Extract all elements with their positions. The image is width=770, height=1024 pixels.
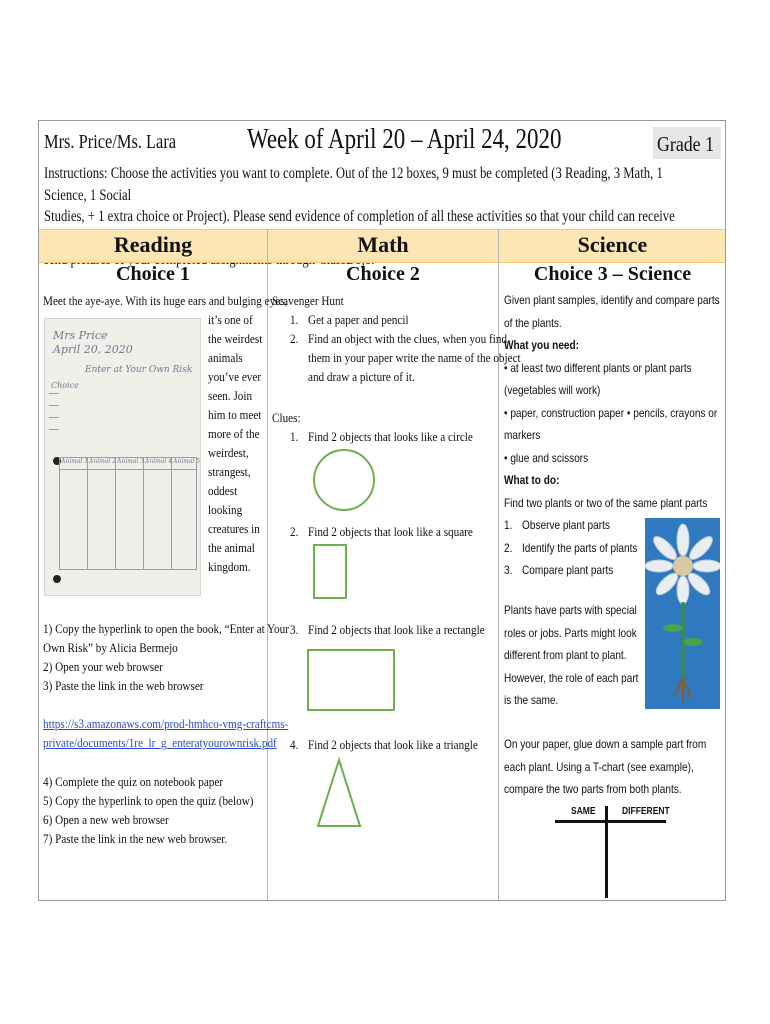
reading-intro: Meet the aye-aye. With its huge ears and bulging eyes, bbox=[43, 293, 288, 308]
tchart-same-label: SAME bbox=[571, 806, 596, 817]
photo-name: Mrs Price bbox=[53, 329, 108, 342]
book-hyperlink[interactable] bbox=[43, 714, 288, 752]
reading-intro-line: oddest bbox=[208, 483, 238, 498]
science-line: each plant. Using a T-chart (see example), bbox=[504, 759, 694, 774]
science-step-num: 2. bbox=[504, 540, 513, 555]
math-step-text bbox=[308, 329, 521, 386]
subject-science: Science bbox=[577, 232, 648, 257]
science-step-num: 3. bbox=[504, 563, 513, 577]
choice-3-heading: Choice 3 – Science bbox=[533, 263, 692, 285]
punch-hole bbox=[53, 575, 61, 583]
clue-text: Find 2 objects that looks like a circle bbox=[308, 429, 473, 444]
science-line: • glue and scissors bbox=[504, 450, 589, 465]
science-step: Identify the parts of plants bbox=[522, 540, 638, 555]
science-glue bbox=[504, 733, 706, 801]
science-line: roles or jobs. Parts might look bbox=[504, 625, 637, 640]
science-intro bbox=[504, 289, 720, 514]
photo-col: Animal 5 bbox=[173, 458, 201, 465]
tchart-horizontal-line bbox=[555, 820, 666, 823]
clues-label: Clues: bbox=[272, 410, 301, 425]
photo-line bbox=[49, 393, 59, 394]
reading-intro-line: the weirdest bbox=[208, 331, 263, 346]
science-line: markers bbox=[504, 428, 541, 442]
clue-text: Find 2 objects that look like a triangle bbox=[308, 737, 478, 752]
clue-num: 1. bbox=[290, 429, 299, 444]
reading-intro-line: it’s one of bbox=[208, 312, 253, 327]
math-step-text: Get a paper and pencil bbox=[308, 312, 409, 327]
science-line: is the same. bbox=[504, 693, 559, 707]
tchart-vertical-line bbox=[605, 806, 608, 898]
science-steps bbox=[522, 514, 637, 582]
instructions-line: Instructions: Choose the activities you want to complete. Out of the 12 boxes, 9 must be completed (3 Reading, 3 Math, 1 Science, 1 Social bbox=[44, 165, 663, 204]
reading-intro-line: more of the bbox=[208, 426, 260, 441]
photo-date: April 20, 2020 bbox=[53, 343, 133, 356]
choice-2-heading: Choice 2 bbox=[346, 263, 420, 285]
science-line: (vegetables will work) bbox=[504, 383, 601, 397]
science-line: Plants have parts with special bbox=[504, 603, 637, 617]
clue-text: Find 2 objects that look like a rectangle bbox=[308, 622, 485, 637]
photo-col: Animal 2 bbox=[89, 458, 117, 465]
triangle-shape bbox=[315, 757, 363, 829]
reading-steps-b bbox=[43, 772, 254, 848]
photo-col: Animal 3 bbox=[117, 458, 145, 465]
reading-step: 3) Paste the link in the web browser bbox=[43, 678, 204, 693]
book-hyperlink-line[interactable]: https://s3.amazonaws.com/prod-hmhco-vmg-craftcms- bbox=[43, 716, 289, 731]
clue-num: 3. bbox=[290, 622, 299, 637]
scavenger-hunt-title: Scavenger Hunt bbox=[272, 293, 344, 308]
photo-line bbox=[59, 569, 197, 570]
science-line: On your paper, glue down a sample part from bbox=[504, 737, 707, 751]
teacher-names: Mrs. Price/Ms. Lara bbox=[44, 131, 177, 153]
science-step: Compare plant parts bbox=[522, 563, 614, 577]
reading-step: 2) Open your web browser bbox=[43, 659, 163, 674]
reading-step: 7) Paste the link in the new web browser. bbox=[43, 831, 228, 846]
reading-intro-wrap bbox=[208, 310, 262, 576]
weekly-plan-table bbox=[38, 120, 726, 901]
science-line: Find two plants or two of the same plant parts bbox=[504, 495, 708, 510]
square-shape bbox=[313, 544, 347, 599]
reading-steps-a bbox=[43, 619, 289, 695]
week-title: Week of April 20 – April 24, 2020 bbox=[247, 124, 562, 155]
photo-line bbox=[49, 429, 59, 430]
grade-box bbox=[653, 127, 721, 159]
photo-line bbox=[49, 405, 59, 406]
header-row bbox=[39, 121, 725, 161]
subject-header-row bbox=[39, 229, 725, 263]
reading-step: 1) Copy the hyperlink to open the book, “Enter at Your bbox=[43, 621, 289, 636]
reading-intro-line: the animal bbox=[208, 540, 255, 555]
science-line: Given plant samples, identify and compare parts bbox=[504, 293, 720, 307]
subject-math: Math bbox=[357, 232, 409, 257]
science-line: different from plant to plant. bbox=[504, 648, 627, 662]
book-hyperlink-line[interactable]: private/documents/1re_lr_g_enteratyourownrisk.pdf bbox=[43, 735, 277, 750]
reading-intro-line: looking bbox=[208, 502, 243, 517]
math-step-num: 1. bbox=[290, 312, 299, 327]
reading-step: 5) Copy the hyperlink to open the quiz (below) bbox=[43, 793, 254, 808]
photo-line bbox=[196, 457, 197, 569]
math-step-line: and draw a picture of it. bbox=[308, 369, 415, 384]
choice-1-heading: Choice 1 bbox=[116, 263, 190, 285]
reading-intro-line: him to meet bbox=[208, 407, 262, 422]
science-line: of the plants. bbox=[504, 315, 562, 330]
plant-artwork-photo bbox=[645, 518, 720, 709]
photo-line bbox=[87, 457, 88, 569]
subject-reading: Reading bbox=[113, 232, 193, 257]
science-line: • paper, construction paper • pencils, crayons or bbox=[504, 405, 718, 420]
worksheet-photo bbox=[44, 318, 201, 596]
grade-label: Grade 1 bbox=[657, 132, 715, 156]
clue-num: 4. bbox=[290, 737, 299, 752]
flower-drawing-icon bbox=[645, 518, 720, 709]
rectangle-shape bbox=[307, 649, 395, 711]
reading-step: Own Risk” by Alicia Bermejo bbox=[43, 640, 178, 655]
reading-intro-line: kingdom. bbox=[208, 559, 251, 574]
reading-intro-line: you’ve ever bbox=[208, 369, 262, 384]
science-line: • at least two different plants or plant parts bbox=[504, 360, 692, 375]
reading-step: 4) Complete the quiz on notebook paper bbox=[43, 774, 224, 789]
tchart-different-label: DIFFERENT bbox=[622, 806, 670, 817]
photo-col: Animal 1 bbox=[61, 458, 89, 465]
photo-line bbox=[49, 417, 59, 418]
math-step-line: Find an object with the clues, when you find bbox=[308, 331, 508, 346]
science-line: compare the two parts from both plants. bbox=[504, 782, 682, 796]
science-step-num: 1. bbox=[504, 518, 513, 532]
clue-text: Find 2 objects that look like a square bbox=[308, 524, 473, 539]
photo-title: Enter at Your Own Risk bbox=[85, 365, 193, 375]
reading-intro-line: strangest, bbox=[208, 464, 251, 479]
photo-line bbox=[59, 457, 60, 569]
photo-line bbox=[59, 469, 197, 470]
photo-line bbox=[115, 457, 116, 569]
instructions-line: Studies, + 1 extra choice or Project). Please send evidence of completion of all these activities so that your child can receive bbox=[44, 208, 675, 225]
photo-col: Animal 4 bbox=[145, 458, 173, 465]
reading-intro-line: seen. Join bbox=[208, 388, 253, 403]
science-step-nums bbox=[504, 514, 512, 582]
science-roles bbox=[504, 599, 638, 712]
math-step-line: them in your paper write the name of the object bbox=[308, 350, 521, 365]
math-step-num: 2. bbox=[290, 331, 299, 346]
photo-line bbox=[171, 457, 172, 569]
reading-intro-line: animals bbox=[208, 350, 243, 365]
photo-choice-label: Choice bbox=[51, 381, 79, 390]
science-step: Observe plant parts bbox=[522, 518, 610, 532]
what-you-need-heading: What you need: bbox=[504, 338, 580, 352]
science-line: However, the role of each part bbox=[504, 670, 639, 685]
reading-intro-line: weirdest, bbox=[208, 445, 249, 460]
circle-shape bbox=[313, 449, 375, 511]
reading-intro-line: creatures in bbox=[208, 521, 260, 536]
column-divider bbox=[267, 229, 268, 900]
photo-line bbox=[143, 457, 144, 569]
clue-num: 2. bbox=[290, 524, 299, 539]
reading-step: 6) Open a new web browser bbox=[43, 812, 169, 827]
what-to-do-heading: What to do: bbox=[504, 473, 560, 487]
